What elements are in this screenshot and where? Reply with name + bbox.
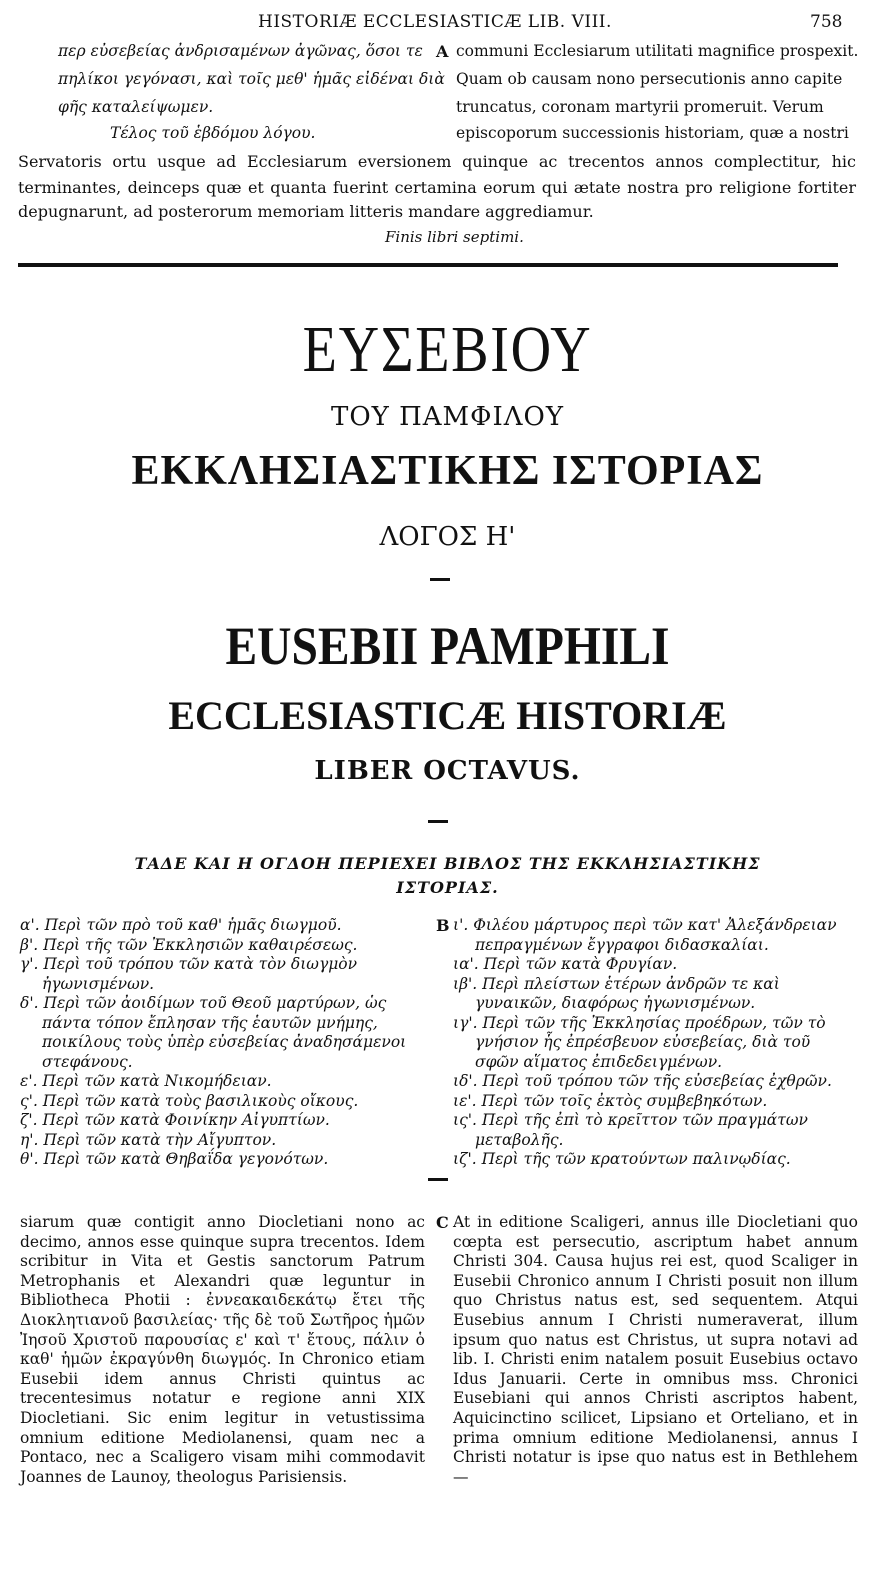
note-left-column: siarum quæ contigit anno Diocletiani nono ac decimo, annos esse quinque supra trecentos. Idem scribitur in Vita et Gestis sanctorum Patrum Metrophanis et Alexandri quæ leguntur in Bibliotheca Photii : ἐννεακαιδεκάτῳ ἔτει τῆς Διοκλητιανοῦ βασιλείας· τῆς δὲ τοῦ Σωτῆρος ἡμῶν Ἰησοῦ Χριστοῦ παρουσίας ε' καὶ τ' ἔτους, πάλιν ὁ καθ' ἡμῶν ἐκραγύνθη διωγμός. In Chronico etiam Eusebii idem annus Christi quintus ac trecentesimus notatur e regione anni XIX Diocletiani. Sic enim legitur in vetustissima omnium editione Mediolanensi, quam nec a Pontaco, nec a Scaligero visam mihi commodavit Joannes de Launoy, theologus Parisiensis. <box>20 1213 425 1486</box>
toc-item: ι'. Φιλέου μάρτυρος περὶ τῶν κατ' Ἀλεξάνδρειαν πεπραγμένων ἔγγραφοι διδασκαλίαι. <box>453 916 837 954</box>
margin-marker-c: C <box>436 1213 449 1232</box>
latin-author-title: EUSEBII PAMPHILI <box>225 616 670 676</box>
toc-item: ε'. Περὶ τῶν κατὰ Νικομήδειαν. <box>20 1072 272 1090</box>
opening-full-line-2: terminantes, deinceps quæ et quanta fuerint certamina eorum qui ætate nostra pro religione fortiter <box>18 178 856 197</box>
opening-greek-end: Τέλος τοῦ ἑβδόμου λόγου. <box>110 124 316 142</box>
toc-item: η'. Περὶ τῶν κατὰ τὴν Αἴγυπτον. <box>20 1130 277 1149</box>
greek-author-subtitle: ΤΟΥ ΠΑΜΦΙΛΟΥ <box>331 402 564 432</box>
finis-libri: Finis libri septimi. <box>385 228 524 246</box>
opening-greek-line-2: πηλίκοι γεγόνασι, καὶ τοῖς μεθ' ἡμᾶς εἰδέναι διὰ <box>58 70 445 88</box>
toc-item: ς'. Περὶ τῶν κατὰ τοὺς βασιλικοὺς οἴκους. <box>20 1091 359 1110</box>
toc-heading-line-2: ΙΣΤΟΡΙΑΣ. <box>396 878 499 897</box>
running-title: HISTORIÆ ECCLESIASTICÆ LIB. VIII. <box>258 12 612 32</box>
toc-item: δ'. Περὶ τῶν ἀοιδίμων τοῦ Θεοῦ μαρτύρων, ὡς πάντα τόπον ἔπλησαν τῆς ἑαυτῶν μνήμης, ποικίλους τοὺς ὑπὲρ εὐσεβείας ἀναδησάμενοι στεφάνους. <box>20 994 407 1071</box>
toc-item: ιε'. Περὶ τῶν τοῖς ἐκτὸς συμβεβηκότων. <box>453 1091 768 1110</box>
note-right-column: At in editione Scaligeri, annus ille Diocletiani quo cœpta est persecutio, ascriptum habet annum Christi 304. Causa hujus rei est, quod Scaliger in Eusebii Chronico annum I Christi posuit non illum quo Christus natus est, sed sequentem. Atqui Eusebius annum I Christi numeraverat, illum ipsum quo natus est Christus, ut supra notavi ad lib. I. Christi enim natalem posuit Eusebius octavo Idus Januarii. Certe in omnibus mss. Chronici Eusebiani qui annos Christi ascriptos habent, Aquicinctino scilicet, Lipsiano et Orteliano, et in prima omnium editione Mediolanensi, annus I Christi notatur is ipse quo natus est in Bethlehem — <box>453 1213 858 1486</box>
latin-book-number: LIBER OCTAVUS. <box>314 756 581 786</box>
toc-item: ια'. Περὶ τῶν κατὰ Φρυγίαν. <box>453 955 678 973</box>
opening-full-line-1: Servatoris ortu usque ad Ecclesiarum eversionem quinque ac trecentos annos complectitur, hic <box>18 152 856 171</box>
toc-item: ιβ'. Περὶ πλείστων ἑτέρων ἀνδρῶν τε καὶ γυναικῶν, διαφόρως ἠγωνισμένων. <box>453 974 780 1012</box>
opening-latin-line-4: episcoporum successionis historiam, quæ a nostri <box>456 124 849 142</box>
margin-marker-a: A <box>436 42 449 61</box>
toc-item: θ'. Περὶ τῶν κατὰ Θηβαΐδα γεγονότων. <box>20 1150 329 1168</box>
opening-latin-line-2: Quam ob causam nono persecutionis anno capite <box>456 70 843 88</box>
title-dash-2 <box>428 820 448 823</box>
toc-right-column <box>453 916 858 1170</box>
opening-latin-line-1: communi Ecclesiarum utilitati magnifice prospexit. <box>456 42 859 60</box>
opening-greek-line-3: φῆς καταλείψωμεν. <box>58 98 214 116</box>
toc-heading-line-1: ΤΑΔΕ ΚΑΙ Η ΟΓΔΟΗ ΠΕΡΙΕΧΕΙ ΒΙΒΛΟΣ ΤΗΣ ΕΚΚΛΗΣΙΑΣΤΙΚΗΣ <box>134 854 761 873</box>
opening-latin-line-3: truncatus, coronam martyrii promeruit. Verum <box>456 98 824 116</box>
toc-item: ιζ'. Περὶ τῆς τῶν κρατούντων παλινῳδίας. <box>453 1150 791 1168</box>
page-number: 758 <box>810 12 843 32</box>
margin-marker-b: B <box>436 916 450 935</box>
toc-item: α'. Περὶ τῶν πρὸ τοῦ καθ' ἡμᾶς διωγμοῦ. <box>20 916 342 934</box>
toc-dash <box>428 1178 448 1181</box>
toc-item: ις'. Περὶ τῆς ἐπὶ τὸ κρεῖττον τῶν πραγμάτων μεταβολῆς. <box>453 1111 808 1149</box>
toc-item: γ'. Περὶ τοῦ τρόπου τῶν κατὰ τὸν διωγμὸν ἠγωνισμένων. <box>20 955 358 993</box>
opening-greek-line-1: περ εὐσεβείας ἀνδρισαμένων ἀγῶνας, ὅσοι τε <box>58 42 423 60</box>
greek-book-number: ΛΟΓΟΣ Η' <box>379 522 516 552</box>
toc-item: β'. Περὶ τῆς τῶν Ἐκκλησιῶν καθαιρέσεως. <box>20 935 358 954</box>
toc-item: ιδ'. Περὶ τοῦ τρόπου τῶν τῆς εὐσεβείας ἐχθρῶν. <box>453 1072 832 1090</box>
latin-work-title: ECCLESIASTICÆ HISTORIÆ <box>168 693 727 738</box>
toc-left-column <box>20 916 425 1170</box>
title-dash-1 <box>430 578 450 581</box>
opening-full-line-3: depugnarunt, ad posterorum memoriam litteris mandare aggrediamur. <box>18 202 594 221</box>
toc-item: ιγ'. Περὶ τῶν τῆς Ἐκκλησίας προέδρων, τῶν τὸ γνήσιον ἧς ἐπρέσβευον εὐσεβείας, διὰ τοῦ σφῶν αἵματος ἐπιδεδειγμένων. <box>453 1013 826 1071</box>
greek-author-title: ΕΥΣΕΒΙΟΥ <box>302 313 593 386</box>
section-divider <box>18 263 838 267</box>
toc-item: ζ'. Περὶ τῶν κατὰ Φοινίκην Αἰγυπτίων. <box>20 1111 330 1129</box>
greek-work-title: ΕΚΚΛΗΣΙΑΣΤΙΚΗΣ ΙΣΤΟΡΙΑΣ <box>131 448 764 494</box>
